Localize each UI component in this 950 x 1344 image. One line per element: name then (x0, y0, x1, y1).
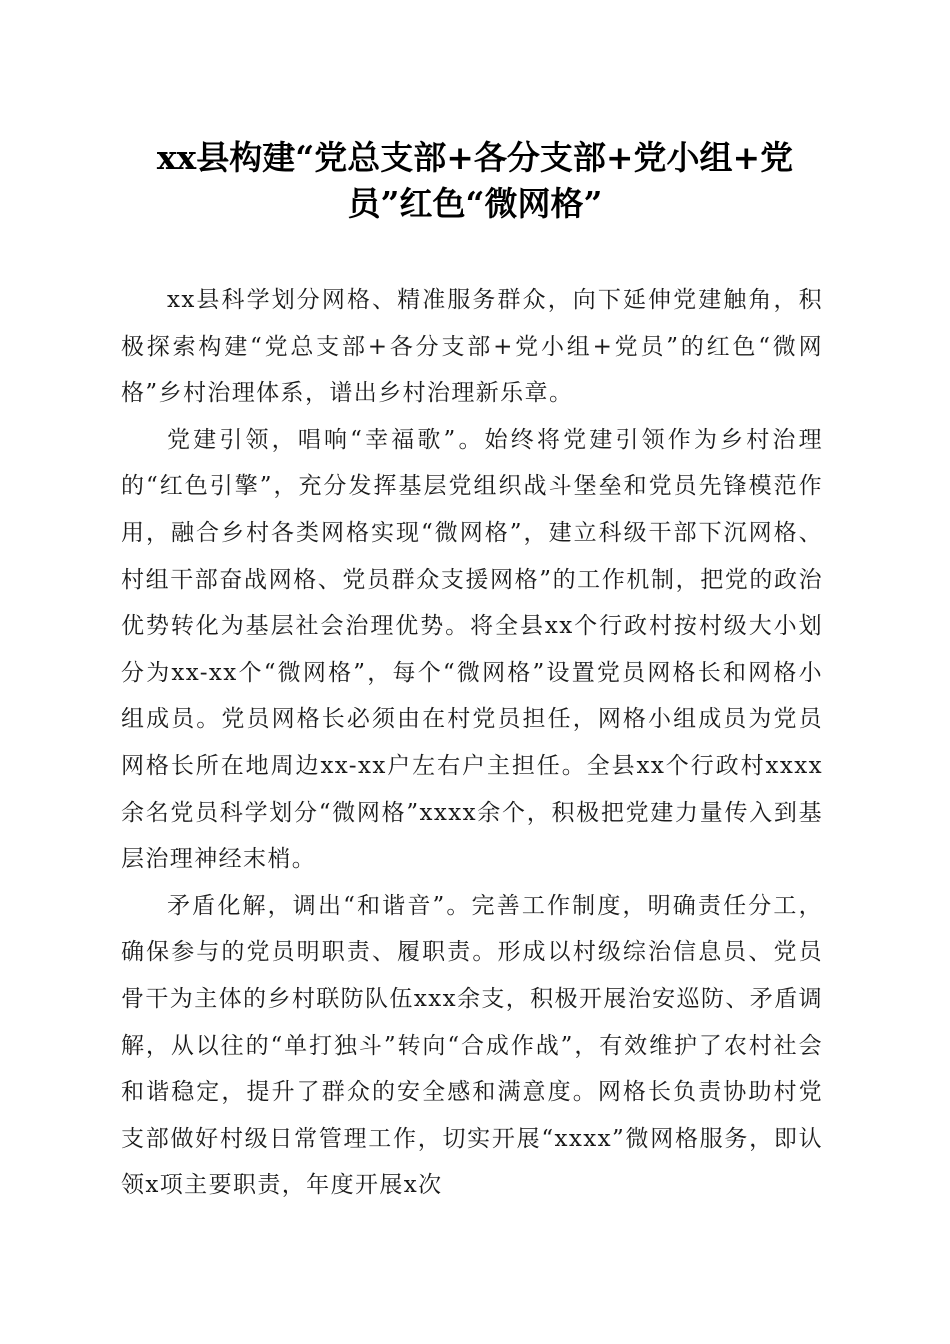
paragraph-intro: xx县科学划分网格、精准服务群众，向下延伸党建触角，积极探索构建“党总支部+各分支部+党小组+党员”的红色“微网格”乡村治理体系，谱出乡村治理新乐章。 (121, 287, 823, 407)
title-line-2: 员”红色“微网格” (347, 184, 603, 223)
title-line-1: xx县构建“党总支部+各分支部+党小组+党 (156, 138, 794, 177)
document-title (110, 135, 840, 227)
paragraph-conflict-resolution: 矛盾化解，调出“和谐音”。完善工作制度，明确责任分工，确保参与的党员明职责、履职责。形成以村级综治信息员、党员骨干为主体的乡村联防队伍xxx余支，积极开展治安巡防、矛盾调解，从以往的“单打独斗”转向“合成作战”，有效维护了农村社会和谐稳定，提升了群众的安全感和满意度。网格长负责协助村党支部做好村级日常管理工作，切实开展“xxxx”微网格服务，即认领x项主要职责，年度开展x次 (121, 892, 823, 1199)
document-body (121, 277, 823, 1209)
paragraph-party-building: 党建引领，唱响“幸福歌”。始终将党建引领作为乡村治理的“红色引擎”，充分发挥基层党组织战斗堡垒和党员先锋模范作用，融合乡村各类网格实现“微网格”，建立科级干部下沉网格、村组干部奋战网格、党员群众支援网格”的工作机制，把党的政治优势转化为基层社会治理优势。将全县xx个行政村按村级大小划分为xx-xx个“微网格”，每个“微网格”设置党员网格长和网格小组成员。党员网格长必须由在村党员担任，网格小组成员为党员网格长所在地周边xx-xx户左右户主担任。全县xx个行政村xxxx余名党员科学划分“微网格”xxxx余个，积极把党建力量传入到基层治理神经末梢。 (121, 426, 823, 873)
